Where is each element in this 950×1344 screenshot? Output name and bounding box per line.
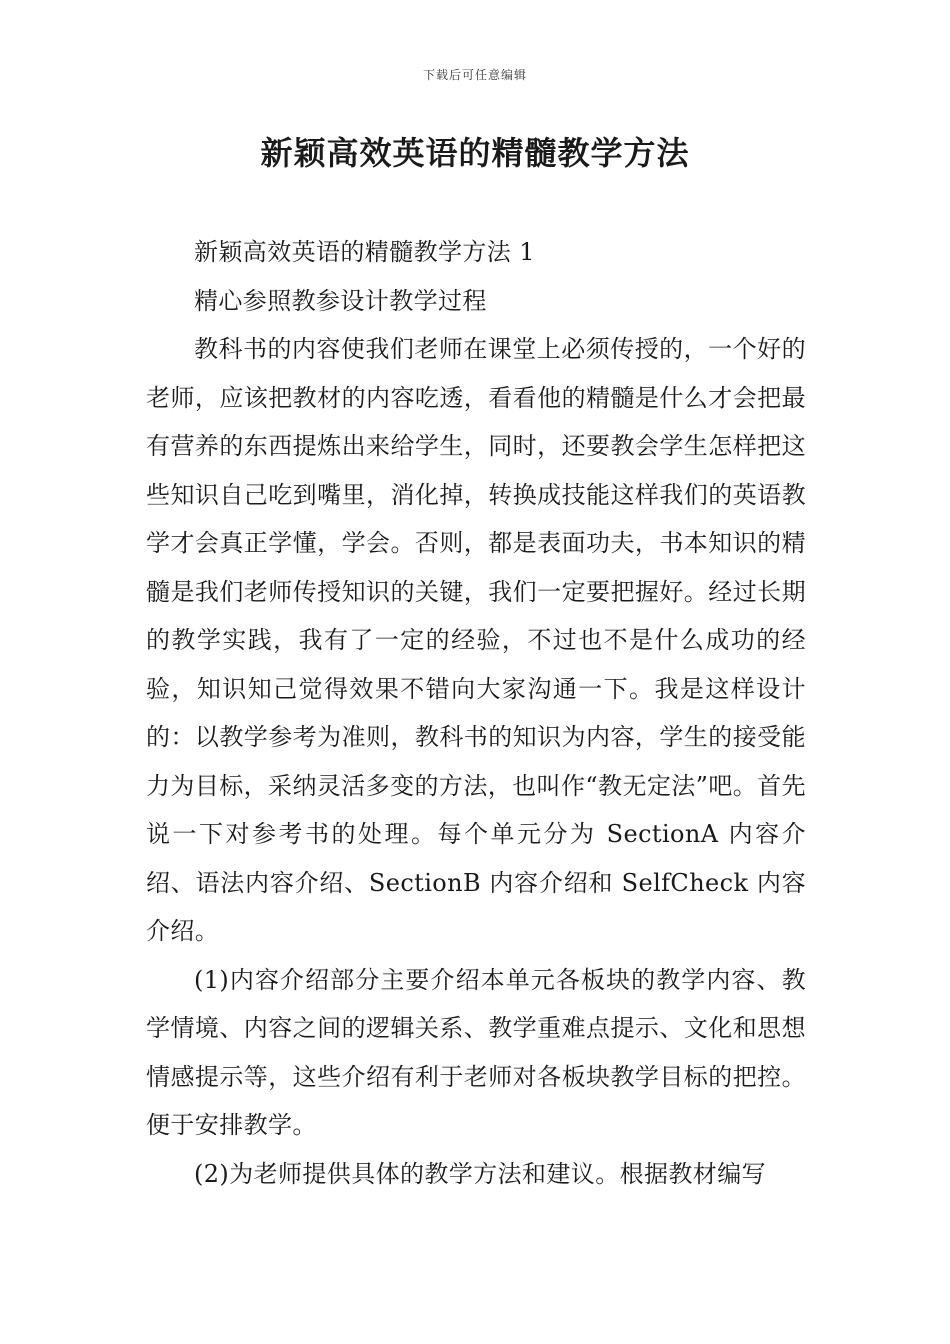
paragraph-body: (1)内容介绍部分主要介绍本单元各板块的教学内容、教学情境、内容之间的逻辑关系、教学重难点提示、文化和思想情感提示等，这些介绍有利于老师对各板块教学目标的把控。便于安排教学。 [146, 965, 806, 1139]
document-body [146, 228, 806, 1198]
header-note: 下载后可任意编辑 [422, 68, 527, 82]
paragraph-body: (2)为老师提供具体的教学方法和建议。根据教材编写 [194, 1159, 766, 1188]
paragraph-section-heading: 精心参照教参设计教学过程 [194, 286, 487, 315]
paragraph-subtitle: 新颖高效英语的精髓教学方法 1 [194, 238, 535, 266]
document-title: 新颖高效英语的精髓教学方法 [260, 134, 690, 172]
paragraph-body: 教科书的内容使我们老师在课堂上必须传授的，一个好的老师，应该把教材的内容吃透，看看他的精髓是什么才会把最有营养的东西提炼出来给学生，同时，还要教会学生怎样把这些知识自己吃到嘴里，消化掉，转换成技能这样我们的英语教学才会真正学懂，学会。否则，都是表面功夫，书本知识的精髓是我们老师传授知识的关键，我们一定要把握好。经过长期的教学实践，我有了一定的经验，不过也不是什么成功的经验，知识知己觉得效果不错向大家沟通一下。我是这样设计的：以教学参考为准则，教科书的知识为内容，学生的接受能力为目标，采纳灵活多变的方法，也叫作“教无定法”吧。首先说一下对参考书的处理。每个单元分为 SectionA 内容介绍、语法内容介绍、SectionB 内容介绍和 SelfCheck 内容介绍。 [146, 335, 806, 945]
